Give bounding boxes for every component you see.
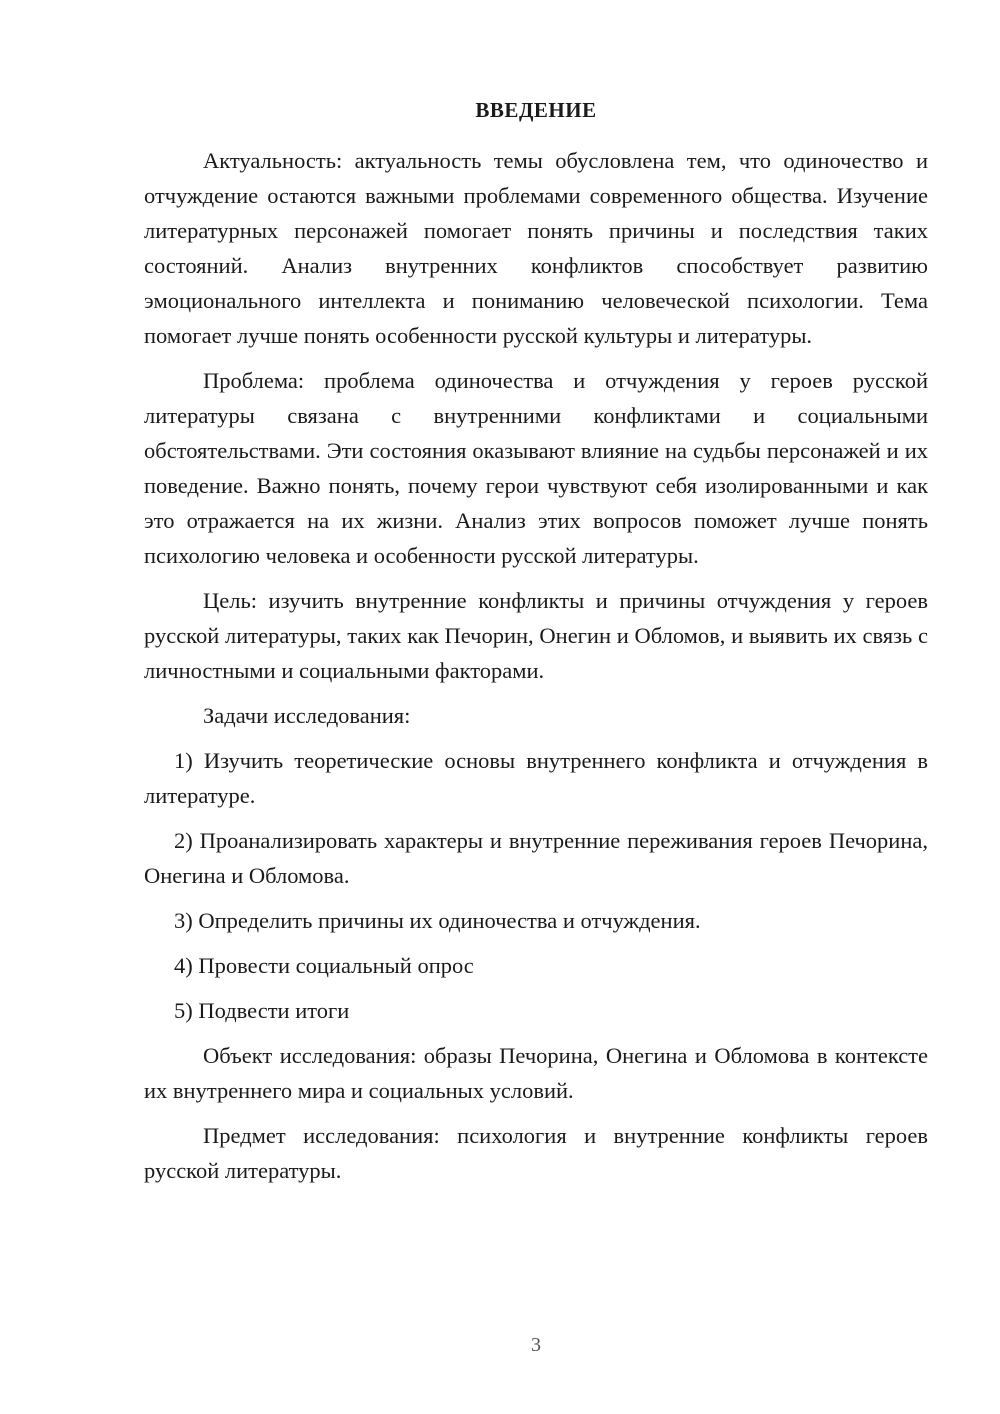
page-title: ВВЕДЕНИЕ <box>475 98 597 122</box>
task-item-1: 1) Изучить теоретические основы внутреннего конфликта и отчуждения в литературе. <box>144 748 928 808</box>
task-item-2: 2) Проанализировать характеры и внутренние переживания героев Печорина, Онегина и Обломова. <box>144 828 928 888</box>
relevance-paragraph: Актуальность: актуальность темы обусловлена тем, что одиночество и отчуждение остаются важными проблемами современного общества. Изучение литературных персонажей помогает понять причины и последствия таких состояний. Анализ внутренних конфликтов способствует развитию эмоционального интеллекта и пониманию человеческой психологии. Тема помогает лучше понять особенности русской культуры и литературы. <box>144 148 928 348</box>
problem-paragraph: Проблема: проблема одиночества и отчуждения у героев русской литературы связана с внутренними конфликтами и социальными обстоятельствами. Эти состояния оказывают влияние на судьбы персонажей и их поведение. Важно понять, почему герои чувствуют себя изолированными и как это отражается на их жизни. Анализ этих вопросов поможет лучше понять психологию человека и особенности русской литературы. <box>144 368 928 568</box>
task-item-4: 4) Провести социальный опрос <box>174 953 474 978</box>
goal-paragraph: Цель: изучить внутренние конфликты и причины отчуждения у героев русской литературы, таких как Печорин, Онегин и Обломов, и выявить их связь с личностными и социальными факторами. <box>144 588 928 683</box>
tasks-title: Задачи исследования: <box>203 703 411 728</box>
task-item-5: 5) Подвести итоги <box>174 998 350 1023</box>
task-item-3: 3) Определить причины их одиночества и отчуждения. <box>174 908 701 933</box>
document-body <box>144 143 928 1198</box>
subject-paragraph: Предмет исследования: психология и внутренние конфликты героев русской литературы. <box>144 1123 928 1183</box>
page-number: 3 <box>531 1334 541 1356</box>
object-paragraph: Объект исследования: образы Печорина, Онегина и Обломова в контексте их внутреннего мира и социальных условий. <box>144 1043 928 1103</box>
